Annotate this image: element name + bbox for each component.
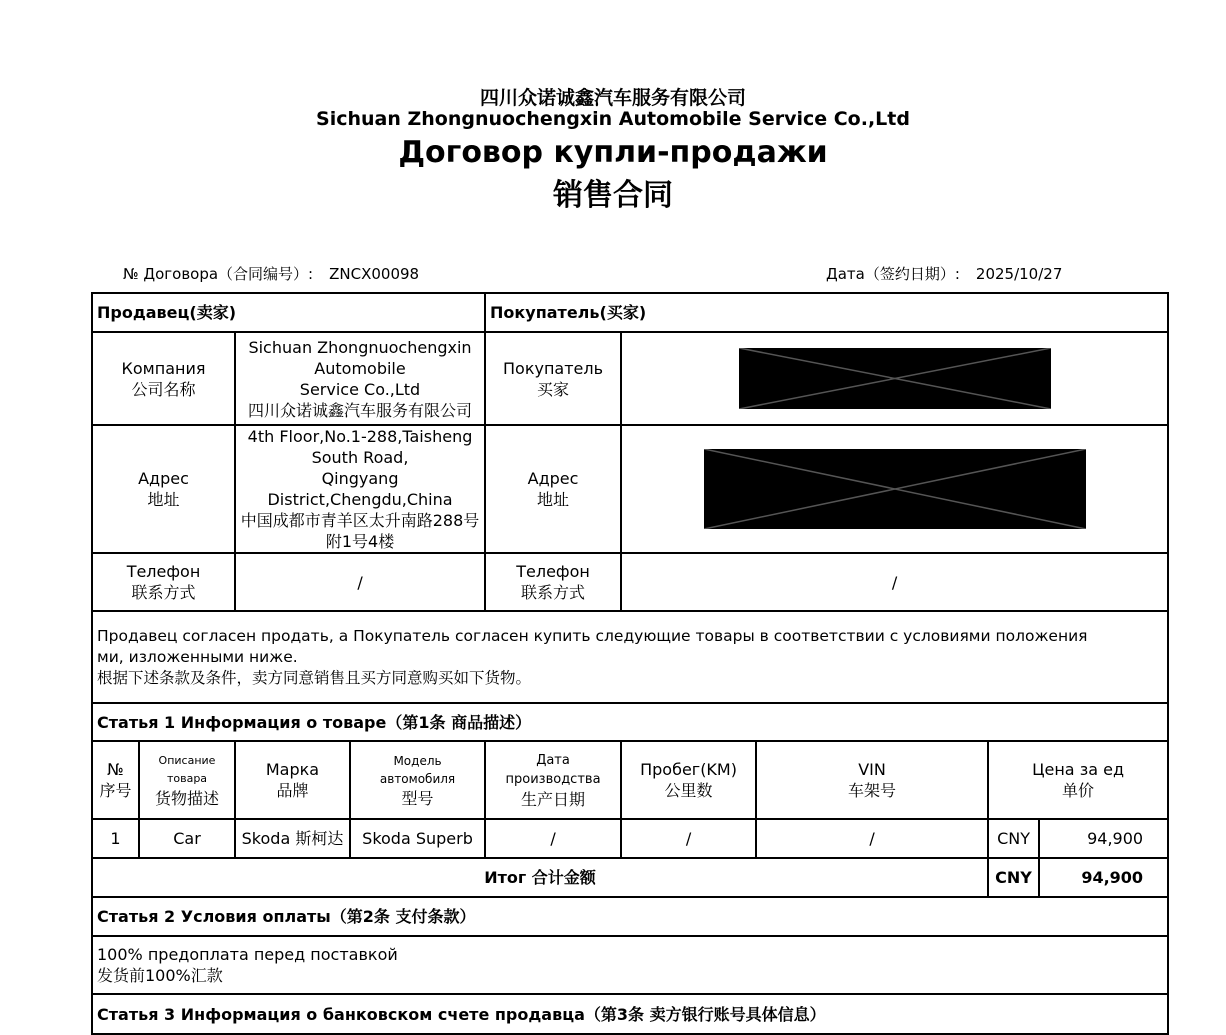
article2-title-row xyxy=(92,897,1168,936)
article2-ru: 100% предоплата перед поставкой xyxy=(97,945,398,964)
article1-title: Статья 1 Информация о товаре（第1条 商品描述） xyxy=(92,703,1168,741)
col-brand-ru: Марка xyxy=(265,760,320,779)
contract-number-value: ZNCX00098 xyxy=(329,265,420,283)
article3-title-row xyxy=(92,994,1168,1034)
contract-number xyxy=(123,263,419,284)
seller-phone-label-ru: Телефон xyxy=(126,562,201,581)
agreement-cn: 根据下述条款及条件，卖方同意销售且买方同意购买如下货物。 xyxy=(97,668,532,687)
buyer-name-value xyxy=(621,332,1168,425)
seller-address-label-ru: Адрес xyxy=(138,469,189,488)
col-date-header xyxy=(485,741,621,819)
col-no-cn: 序号 xyxy=(99,781,132,800)
buyer-phone-label xyxy=(485,553,621,611)
buyer-name-label-ru: Покупатель xyxy=(503,358,604,378)
seller-address-label xyxy=(92,425,235,553)
goods-date: / xyxy=(485,819,621,858)
article1-title-row xyxy=(92,703,1168,741)
goods-price: 94,900 xyxy=(1039,819,1168,858)
seller-address-line1: 4th Floor,No.1-288,Taisheng South Road, xyxy=(247,427,473,467)
col-model-cn: 型号 xyxy=(401,788,434,808)
redaction-box xyxy=(704,449,1086,529)
goods-row xyxy=(92,819,1168,858)
col-mileage-header xyxy=(621,741,756,819)
buyer-heading: Покупатель(买家) xyxy=(485,293,1168,332)
col-vin-header xyxy=(756,741,988,819)
col-mileage-ru: Пробег(KM) xyxy=(640,760,737,779)
agreement-ru-line1: Продавец согласен продать, а Покупатель согласен купить следующие товары в соответствии с условиями положения xyxy=(97,626,1088,645)
col-price-header xyxy=(988,741,1168,819)
seller-heading: Продавец(卖家) xyxy=(92,293,485,332)
redaction-cross-icon xyxy=(704,449,1086,529)
goods-vin: / xyxy=(756,819,988,858)
total-row xyxy=(92,858,1168,897)
goods-header-row xyxy=(92,741,1168,819)
col-model-header xyxy=(350,741,485,819)
seller-address-line2: Qingyang District,Chengdu,China xyxy=(267,469,453,509)
company-name-cn: 四川众诺诚鑫汽车服务有限公司 xyxy=(479,87,746,109)
seller-address-label-cn: 地址 xyxy=(147,490,180,509)
buyer-address-label-ru: Адрес xyxy=(527,469,579,488)
goods-brand: Skoda 斯柯达 xyxy=(235,819,350,858)
document-title-ru: Договор купли-продажи xyxy=(398,135,828,170)
seller-company-label xyxy=(92,332,235,425)
seller-address-value xyxy=(235,425,485,553)
col-price-ru: Цена за ед xyxy=(1032,760,1124,779)
seller-phone-label-cn: 联系方式 xyxy=(131,583,196,602)
agreement-row xyxy=(92,611,1168,703)
article2-body-row xyxy=(92,936,1168,994)
buyer-address-label-cn: 地址 xyxy=(537,490,570,509)
article2-body xyxy=(92,936,1168,994)
seller-phone-value: / xyxy=(235,553,485,611)
seller-address-line3: 中国成都市青羊区太升南路288号附1号4楼 xyxy=(240,511,480,551)
agreement-text xyxy=(92,611,1168,703)
col-model-ru: Модель автомобиля xyxy=(379,753,456,786)
col-mileage-cn: 公里数 xyxy=(664,781,713,800)
buyer-name-label-cn: 买家 xyxy=(537,379,570,399)
col-no-ru: № xyxy=(107,760,124,779)
goods-currency: CNY xyxy=(988,819,1039,858)
buyer-phone-value: / xyxy=(621,553,1168,611)
buyer-address-label xyxy=(485,425,621,553)
article2-title: Статья 2 Условия оплаты（第2条 支付条款） xyxy=(92,897,1168,936)
col-vin-cn: 车架号 xyxy=(848,781,897,800)
redaction-box xyxy=(739,348,1051,409)
seller-company-line3: 四川众诺诚鑫汽车服务有限公司 xyxy=(248,400,473,420)
col-date-cn: 生产日期 xyxy=(521,789,586,809)
seller-phone-label xyxy=(92,553,235,611)
goods-mileage: / xyxy=(621,819,756,858)
article3-title: Статья 3 Информация о банковском счете продавца（第3条 卖方银行账号具体信息） xyxy=(92,994,1168,1034)
buyer-phone-label-ru: Телефон xyxy=(516,562,590,581)
col-price-cn: 单价 xyxy=(1062,781,1095,800)
party-heading-row xyxy=(92,293,1168,332)
col-vin-ru: VIN xyxy=(858,760,886,779)
seller-company-label-cn: 公司名称 xyxy=(131,379,196,399)
goods-desc: Car xyxy=(139,819,235,858)
buyer-address-value xyxy=(621,425,1168,553)
contract-table xyxy=(91,292,1169,1035)
address-row xyxy=(92,425,1168,553)
seller-company-line2: Service Co.,Ltd xyxy=(299,379,421,399)
total-currency: CNY xyxy=(988,858,1039,897)
seller-company-value xyxy=(235,332,485,425)
col-no-header xyxy=(92,741,139,819)
col-desc-cn: 货物描述 xyxy=(154,788,219,808)
phone-row xyxy=(92,553,1168,611)
document-title-cn: 销售合同 xyxy=(553,178,673,213)
buyer-name-label xyxy=(485,332,621,425)
col-desc-ru: Описание товара xyxy=(158,753,216,785)
contract-date-label: Дата（签约日期）: xyxy=(826,265,960,283)
company-name-en: Sichuan Zhongnuochengxin Automobile Service Co.,Ltd xyxy=(316,108,910,130)
buyer-phone-label-cn: 联系方式 xyxy=(521,583,586,602)
total-label: Итог 合计金额 xyxy=(92,858,988,897)
goods-model: Skoda Superb xyxy=(350,819,485,858)
company-row xyxy=(92,332,1168,425)
goods-no: 1 xyxy=(92,819,139,858)
seller-company-label-ru: Компания xyxy=(121,358,206,378)
contract-number-label: № Договора（合同编号）: xyxy=(123,265,314,283)
col-brand-cn: 品牌 xyxy=(276,781,309,800)
seller-company-line1: Sichuan Zhongnuochengxin Automobile xyxy=(248,337,472,378)
col-brand-header xyxy=(235,741,350,819)
total-amount: 94,900 xyxy=(1039,858,1168,897)
agreement-ru-line2: ми, изложенными ниже. xyxy=(97,647,298,666)
contract-date xyxy=(826,263,1062,284)
contract-date-value: 2025/10/27 xyxy=(975,265,1063,283)
col-date-ru: Дата производства xyxy=(505,752,601,787)
redaction-cross-icon xyxy=(739,348,1051,409)
col-desc-header xyxy=(139,741,235,819)
article2-cn: 发货前100%汇款 xyxy=(97,966,223,985)
